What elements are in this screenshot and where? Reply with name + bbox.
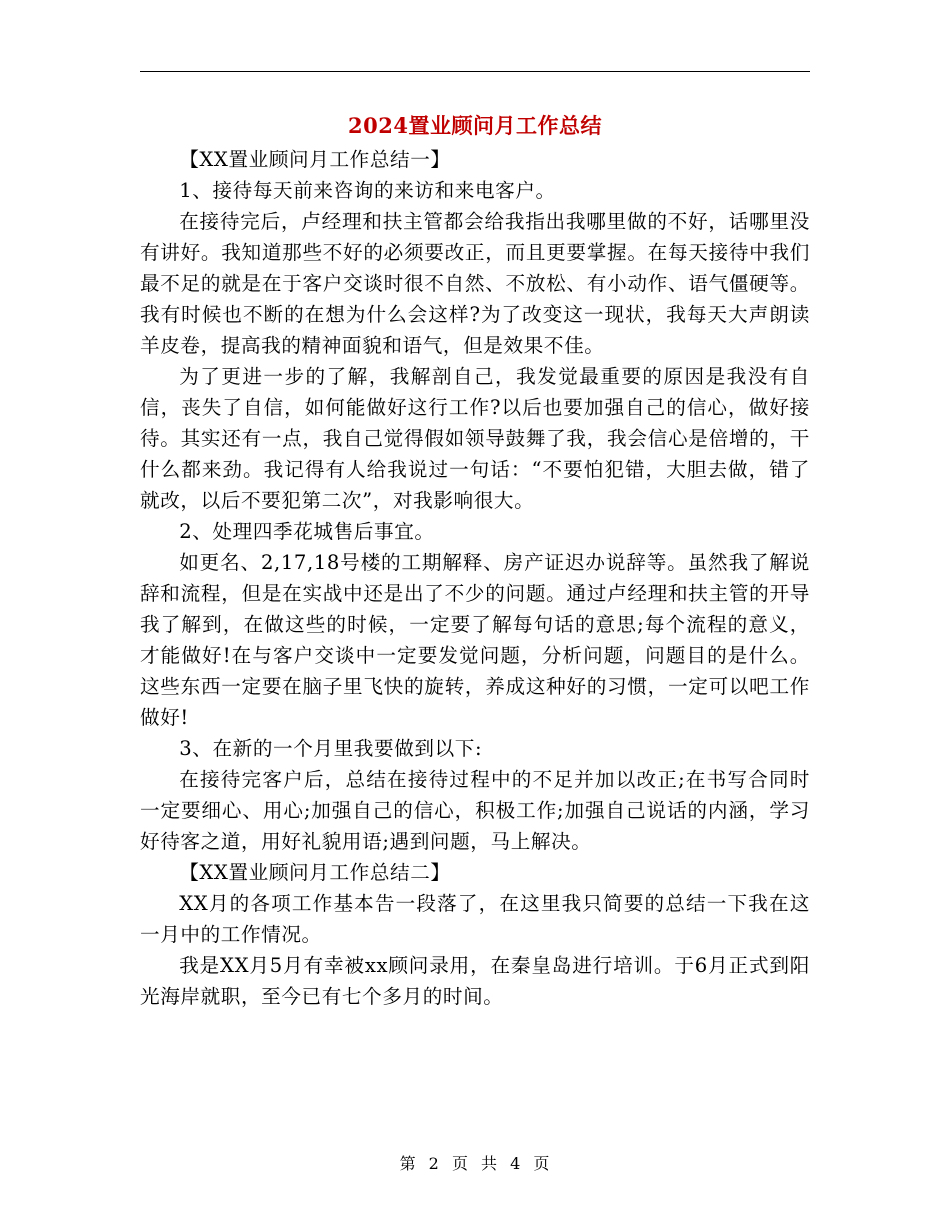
paragraph-hiring: 我是XX月5月有幸被xx顾问录用，在秦皇岛进行培训。于6月正式到阳光海岸就职，至今已有七个多月的时间。 bbox=[140, 954, 810, 1008]
list-item-2: 2、处理四季花城售后事宜。 bbox=[179, 520, 435, 543]
paragraph-next-month-goals: 在接待完客户后，总结在接待过程中的不足并加以改正;在书写合同时一定要细心、用心;加强自己的信心，积极工作;加强自己说话的内涵，学习好待客之道，用好礼貌用语;遇到问题，马上解决。 bbox=[140, 768, 810, 853]
list-item-1: 1、接待每天前来咨询的来访和来电客户。 bbox=[179, 179, 556, 202]
paragraph-reception-feedback: 在接待完后，卢经理和扶主管都会给我指出我哪里做的不好，话哪里没有讲好。我知道那些不好的必须要改正，而且更要掌握。在每天接待中我们最不足的就是在于客户交谈时很不自然、不放松、有小动作、语气僵硬等。我有时候也不断的在想为什么会这样?为了改变这一现状，我每天大声朗读羊皮卷，提高我的精神面貌和语气，但是效果不佳。 bbox=[140, 210, 810, 357]
document-title: 2024置业顾问月工作总结 bbox=[348, 113, 602, 138]
document-body bbox=[140, 144, 810, 1012]
paragraph-month-summary: XX月的各项工作基本告一段落了，在这里我只简要的总结一下我在这一月中的工作情况。 bbox=[140, 892, 810, 946]
list-item-3: 3、在新的一个月里我要做到以下: bbox=[179, 737, 483, 760]
section-heading-one: 【XX置业顾问月工作总结一】 bbox=[179, 148, 451, 171]
header-rule bbox=[140, 71, 810, 72]
paragraph-self-confidence: 为了更进一步的了解，我解剖自己，我发觉最重要的原因是我没有自信，丧失了自信，如何能做好这行工作?以后也要加强自己的信心，做好接待。其实还有一点，我自己觉得假如领导鼓舞了我，我会信心是倍增的，干什么都来劲。我记得有人给我说过一句话：“不要怕犯错，大胆去做，错了就改，以后不要犯第二次”，对我影响很大。 bbox=[140, 365, 810, 512]
paragraph-after-sales: 如更名、2,17,18号楼的工期解释、房产证迟办说辞等。虽然我了解说辞和流程，但是在实战中还是出了不少的问题。通过卢经理和扶主管的开导我了解到，在做这些的时候，一定要了解每句话的意思;每个流程的意义，才能做好!在与客户交谈中一定要发觉问题，分析问题，问题目的是什么。这些东西一定要在脑子里飞快的旋转，养成这种好的习惯，一定可以吧工作做好! bbox=[140, 551, 810, 729]
page-number-footer: 第 2 页 共 4 页 bbox=[399, 1154, 551, 1173]
section-heading-two: 【XX置业顾问月工作总结二】 bbox=[179, 861, 451, 884]
